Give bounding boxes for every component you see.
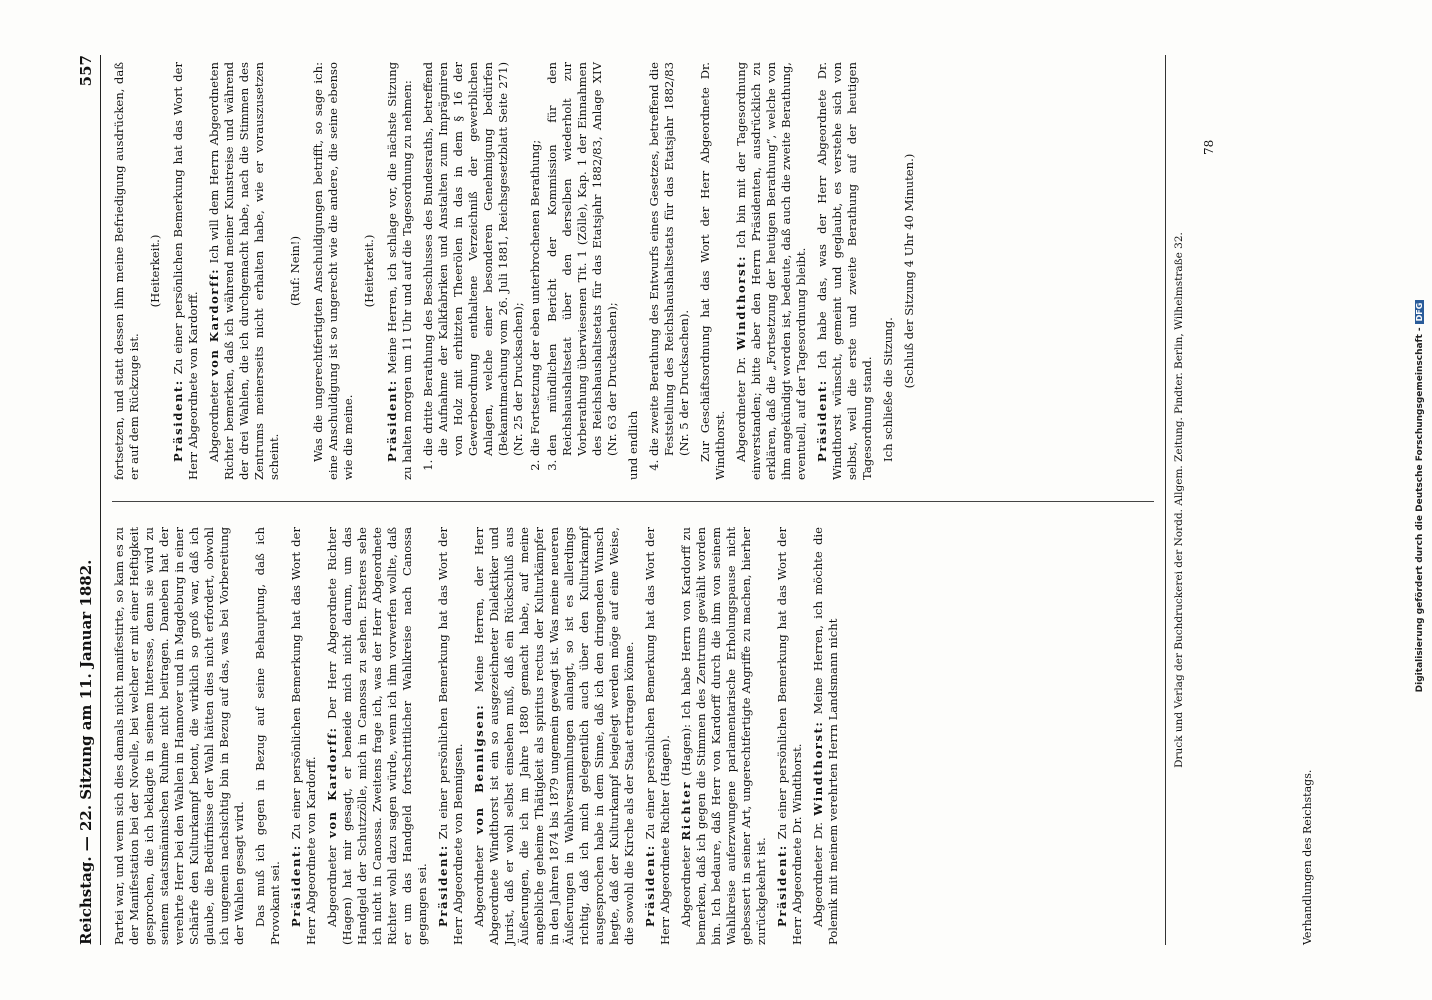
speaker-title: Abgeordneter Dr. <box>734 350 748 462</box>
speaker-name: Präsident: <box>775 844 789 927</box>
agenda-list <box>421 62 620 480</box>
stage-direction: (Ruf: Nein!) <box>288 236 302 306</box>
speech-paragraph <box>112 62 142 480</box>
speech-paragraph <box>253 527 283 945</box>
running-header <box>60 55 101 945</box>
speaker-name: Windthorst: <box>811 720 825 816</box>
speaker-name: Windthorst: <box>734 255 748 351</box>
speech-paragraph <box>472 527 637 945</box>
funding-credit-text <box>1415 6 1431 986</box>
speech-paragraph <box>325 527 430 945</box>
paragraph-text: Meine Herren, ich möchte die Polemik mit meinem verehrten Herrn Landsmann nicht <box>811 527 840 945</box>
speech-paragraph <box>171 62 201 480</box>
speech-paragraph <box>436 527 466 945</box>
paragraph-text: Ich schließe die Sitzung. <box>881 317 895 462</box>
text-column-right <box>112 62 925 480</box>
paragraph-text: fortsetzen, und statt dessen ihm meine Befriedigung ausdrücken, daß er auf dem Rückzuge ist. <box>112 62 141 480</box>
paragraph-text: Zu einer persönlichen Bemerkung hat das Wort der Herr Abgeordnete von Kardorff. <box>289 527 318 945</box>
paragraph-text: Zu einer persönlichen Bemerkung hat das Wort der Herr Abgeordnete von Kardorff. <box>171 62 200 480</box>
agenda-item: 2. die Fortsetzung der eben unterbrochenen Berathung; <box>528 62 543 456</box>
paragraph-text: (Hagen): Ich habe Herrn von Kardorff zu bemerken, daß ich gegen die Stimmen des Zentrums gewählt worden bin. Ich bedaure, daß Herr von Kardorff durch die ihm von seinem Wahlkreise auferzwungene parlamentarische Erholungspause nicht gebessert in seiner Art, ungerechtfertigte Angriffe zu machen, hierher zurückgekehrt ist. <box>679 527 768 945</box>
dfg-logo: DFG <box>1415 300 1424 325</box>
paragraph-text: und endlich <box>626 410 640 480</box>
speaker-title: Abgeordneter <box>472 834 486 927</box>
speech-paragraph <box>775 527 805 945</box>
funding-credit <box>1415 6 1431 986</box>
speaker-name: von Kardorff: <box>325 726 339 838</box>
speaker-name: Präsident: <box>289 844 303 927</box>
speaker-name: Präsident: <box>643 844 657 927</box>
agenda-item: 4. die zweite Berathung des Entwurfs eines Gesetzes, betreffend die Feststellung des Reichshaushaltsetats für das Etatsjahr 1882/83 (Nr. 5 der Drucksachen). <box>647 62 692 456</box>
paragraph-text: Partei war, und wenn sich dies damals nicht manifestirte, so kam es zu der Manifestation bei der Novelle, bei welcher er mit einer Heftigkeit gesprochen, die ich beklagte in seinem Interesse, denn sie wird zu seinem staatsmännischen Ruhme nicht beitragen. Daneben hat der verehrte Herr bei den Wahlen in Hannover und in Magdeburg in einer Schärfe den Kulturkampf betont, die wirklich so groß war, daß ich glaube, die Bedürfnisse der Wahl hätten dies nicht erfordert, obwohl ich ungemein nachsichtig bin in Bezug auf das, was bei Vorbereitung der Wahlen gesagt wird. <box>112 527 246 945</box>
agenda-item: 1. die dritte Berathung des Beschlusses des Bundesraths, betreffend die Aufnahme der Kalkfabriken und Anstalten zum Imprägniren von Holz mit erhitzten Theerölen in das in dem § 16 der Gewerbeordnung enthaltene Verzeichniß der gewerblichen Anlagen, welche einer besonderen Genehmigung bedürfen (Bekanntmachung vom 26. Juli 1881, Reichsgesetzblatt Seite 271) (Nr. 25 der Drucksachen); <box>421 62 526 456</box>
stage-direction: (Heiterkeit.) <box>362 234 376 308</box>
column-divider <box>112 501 1154 502</box>
header-title: Reichstag. — 22. Sitzung am 11. Januar 1882. <box>77 559 95 945</box>
speaker-title: Abgeordneter <box>207 376 221 462</box>
speaker-name: Präsident: <box>385 379 399 462</box>
speaker-title: Abgeordneter <box>679 840 693 927</box>
speech-paragraph <box>811 527 841 945</box>
signature-mark: 78 <box>1202 139 1216 155</box>
speaker-name: von Kardorff: <box>207 267 221 377</box>
speech-paragraph <box>207 62 282 480</box>
paragraph-text: Ich will dem Herrn Abgeordneten Richter bemerken, daß ich während meiner Kunstreise und während der drei Wahlen, die ich durchgemacht habe, nach die Stimmen des Zentrums meinerseits nicht erhalten habe, wie er vorauszusetzen scheint. <box>207 62 281 480</box>
speech-paragraph <box>643 527 673 945</box>
speech-paragraph <box>815 62 875 480</box>
speech-paragraph <box>112 527 247 945</box>
stage-direction: (Heiterkeit.) <box>148 234 162 308</box>
paragraph-text: Ich bin mit der Tagesordnung einverstanden; bitte aber den Herrn Präsidenten, ausdrücklich zu erklären, daß die „Fortsetzung der heutigen Berathung“, welche von ihm angekündigt worden ist, bedeute, daß auch die zweite Berathung, eventuell, auf der Tagesordnung bleibt. <box>734 61 808 480</box>
funding-credit-label: Digitalisierung gefördert durch die Deutsche Forschungsgemeinschaft - <box>1415 327 1425 693</box>
agenda-list <box>647 62 692 480</box>
agenda-item: 3. den mündlichen Bericht der Kommission für den Reichshaushaltsetat über den derselben wiederholt zur Vorberathung überwiesenen Tit. 1 (Zölle), Kap. 1 der Einnahmen des Reichshaushaltsetats für das Etatsjahr 1882/83, Anlage XIV (Nr. 63 der Drucksachen); <box>545 62 620 456</box>
speech-paragraph <box>311 62 356 480</box>
speech-paragraph <box>289 527 319 945</box>
paragraph-text: Meine Herren, der Herr Abgeordnete Windthorst ist ein so ausgezeichneter Dialektiker und Jurist, daß er wohl selbst einsehen muß, daß ein Rückschluß aus Äußerungen, die ich im Jahre 1880 gemacht habe, auf meine angebliche geheime Thätigkeit als spiritus rectus der Kulturkämpfer in den Jahren 1874 bis 1879 ungemein gewagt ist. Was meine neueren Äußerungen in Wahlversammlungen anlangt, so ist es allerdings richtig, daß ich mich gelegentlich auch über den Kulturkampf ausgesprochen habe in dem Sinne, daß ich den dringenden Wunsch hegte, daß der Kulturkampf beigelegt werden möge auf eine Weise, die sowohl die Kirche als der Staat ertragen könne. <box>472 527 636 945</box>
series-label: Verhandlungen des Reichstags. <box>1301 769 1314 945</box>
page-number: 557 <box>77 55 95 87</box>
paragraph-text: Das muß ich gegen in Bezug auf seine Behauptung, daß ich Provokant sei. <box>253 527 282 945</box>
speaker-name: Präsident: <box>815 379 829 462</box>
paragraph-text: Ich habe das, was der Herr Abgeordnete Dr. Windthorst wünscht, gemeint und geglaubt, es verstehe sich von selbst, weil die erste und zweite Berathung auf der heutigen Tagesordnung stand. <box>815 62 874 480</box>
speech-paragraph <box>626 62 641 480</box>
paragraph-text: Was die ungerechtfertigten Anschuldigungen betrifft, so sage ich: eine Anschuldigung ist so ungerecht wie die andere, die seine ebenso wie die meine. <box>311 62 355 480</box>
speaker-name: Präsident: <box>171 379 185 462</box>
speaker-name: Präsident: <box>436 844 450 927</box>
paragraph-text: Zu einer persönlichen Bemerkung hat das Wort der Herr Abgeordnete Richter (Hagen). <box>643 527 672 945</box>
printer-imprint: Druck und Verlag der Buchdruckerei der Nordd. Allgem. Zeitung. Pindter. Berlin, Wilhelmstraße 32. <box>1173 232 1185 768</box>
speech-paragraph <box>881 62 896 480</box>
end-rule <box>1165 55 1166 945</box>
speaker-title: Abgeordneter Dr. <box>811 815 825 927</box>
text-column-left <box>112 527 847 945</box>
speech-paragraph <box>679 527 769 945</box>
speaker-title: Abgeordneter <box>325 838 339 927</box>
stage-direction: (Schluß der Sitzung 4 Uhr 40 Minuten.) <box>902 153 916 389</box>
speech-paragraph <box>385 62 415 480</box>
speaker-name: von Bennigsen: <box>472 703 486 835</box>
paragraph-text: Zur Geschäftsordnung hat das Wort der Herr Abgeordnete Dr. Windthorst. <box>698 62 727 480</box>
paragraph-text: Meine Herren, ich schlage vor, die nächste Sitzung zu halten morgen um 11 Uhr und auf die Tagesordnung zu nehmen: <box>385 62 414 480</box>
paragraph-text: Zu einer persönlichen Bemerkung hat das Wort der Herr Abgeordnete von Bennigsen. <box>436 527 465 945</box>
speech-paragraph <box>734 62 809 480</box>
paragraph-text: Der Herr Abgeordnete Richter (Hagen) hat mir gesagt, er beneide mich nicht darum, um das Handgeld der Schutzzölle, mich in Canossa zu sehen. Ersteres sehe ich nicht in Canossa. Zweitens frage ich, was der Herr Abgeordnete Richter wohl dazu sagen würde, wenn ich ihm vorwerfen wollte, daß er um das Handgeld fortschrittlicher Wahlkreise nach Canossa gegangen sei. <box>325 527 429 945</box>
speaker-name: Richter <box>679 780 693 841</box>
speech-paragraph <box>698 62 728 480</box>
paragraph-text: Zu einer persönlichen Bemerkung hat das Wort der Herr Abgeordnete Dr. Windthorst. <box>775 527 804 945</box>
